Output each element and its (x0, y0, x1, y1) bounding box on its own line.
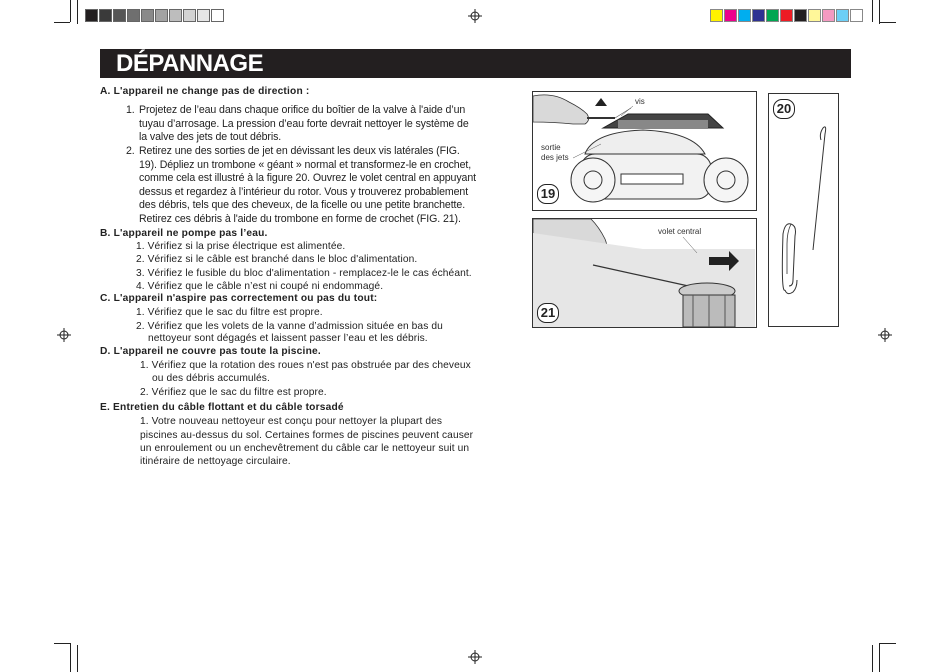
section-e-heading: E. Entretien du câble flottant et du câble torsadé (100, 402, 344, 413)
color-swatch (794, 9, 807, 22)
color-swatch (836, 9, 849, 22)
paperclip-hook-illustration (769, 94, 838, 326)
color-swatch (710, 9, 723, 22)
section-c-heading: C. L'appareil n'aspire pas correctement ou pas du tout: (100, 293, 378, 304)
section-a-heading: A. L'appareil ne change pas de direction : (100, 86, 310, 97)
gray-swatch (99, 9, 112, 22)
color-swatch (808, 9, 821, 22)
central-flap-illustration (533, 219, 756, 327)
item-number: 2. (126, 145, 135, 157)
gray-swatch (155, 9, 168, 22)
color-swatch (752, 9, 765, 22)
figure-21 (532, 218, 757, 328)
gray-swatch (197, 9, 210, 22)
title-bar (100, 49, 851, 78)
list-item: 2. Vérifiez que les volets de la vanne d’admission située en bas du (136, 320, 443, 332)
figure-20 (768, 93, 839, 327)
text-line: itinéraire de nettoyage circulaire. (140, 456, 291, 467)
text-line: tuyau d’arrosage. La pression d’eau forte devrait nettoyer le système de (139, 117, 469, 130)
gray-swatch (169, 9, 182, 22)
label-sortie: sortie (541, 143, 561, 152)
figure-number-badge: 21 (537, 303, 559, 323)
page-title: DÉPANNAGE (116, 50, 264, 77)
registration-mark-icon (57, 328, 71, 342)
color-swatch (738, 9, 751, 22)
list-item: 1. Vérifiez si la prise électrique est alimentée. (136, 241, 346, 252)
label-volet-central: volet central (658, 227, 702, 236)
text-line: Projetez de l’eau dans chaque orifice du boîtier de la valve à l'aide d’un (139, 104, 466, 116)
registration-mark-icon (878, 328, 892, 342)
gray-swatch (211, 9, 224, 22)
section-d-heading: D. L'appareil ne couvre pas toute la piscine. (100, 346, 321, 357)
text-line: 1. Votre nouveau nettoyeur est conçu pour nettoyer la plupart des (140, 416, 443, 427)
list-item: 2. Vérifiez que le sac du filtre est propre. (140, 386, 327, 398)
text-line: dessus et regardez à l’intérieur du rotor. Vous y trouverez probablement (139, 185, 469, 198)
list-item: 1. Vérifiez que le sac du filtre est propre. (136, 307, 323, 318)
text-line: Retirez ces débris à l'aide du trombone en forme de crochet (FIG. 21). (139, 212, 461, 225)
gray-swatch (85, 9, 98, 22)
color-swatch (766, 9, 779, 22)
color-swatch (822, 9, 835, 22)
gray-swatch (183, 9, 196, 22)
text-line: piscines au-dessus du sol. Certaines formes de piscines peuvent causer (140, 429, 474, 441)
figure-number-badge: 20 (773, 99, 795, 119)
list-item: 3. Vérifiez le fusible du bloc d'alimentation - remplacez-le le cas échéant. (136, 267, 472, 279)
gray-swatch (127, 9, 140, 22)
color-swatch (724, 9, 737, 22)
color-swatch (850, 9, 863, 22)
item-number: 1. (126, 104, 135, 116)
text-line: comme cela est illustré à la figure 20. Ouvrez le volet central en appuyant (139, 172, 476, 184)
color-swatch (780, 9, 793, 22)
text-line: Retirez une des sorties de jet en dévissant les deux vis latérales (FIG. (139, 145, 460, 157)
text-line: 19). Dépliez un trombone « géant » normal et transformez-le en crochet, (139, 158, 472, 171)
registration-mark-icon (468, 650, 482, 664)
text-line: un enroulement ou un enchevêtrement du câble car le nettoyeur suit un (140, 443, 470, 454)
list-item: 1. Vérifiez que la rotation des roues n'est pas obstruée par des cheveux (140, 360, 471, 371)
list-item: 4. Vérifiez que le câble n’est ni coupé ni endommagé. (136, 281, 384, 292)
gray-swatch (113, 9, 126, 22)
list-item-continuation: ou des débris accumulés. (152, 373, 270, 384)
label-vis: vis (635, 97, 645, 106)
text-line: la valve des jets de tout débris. (139, 131, 282, 143)
registration-mark-icon (468, 9, 482, 23)
figure-number-badge: 19 (537, 184, 559, 204)
figure-19 (532, 91, 757, 211)
label-des-jets: des jets (541, 153, 569, 162)
gray-swatch (141, 9, 154, 22)
text-line: des débris, tels que des cheveux, de la ficelle ou une petite branchette. (139, 199, 466, 211)
list-item-continuation: nettoyeur sont dégagés et laissent passer l’eau et les débris. (148, 333, 428, 344)
section-b-heading: B. L'appareil ne pompe pas l’eau. (100, 228, 268, 239)
list-item: 2. Vérifiez si le câble est branché dans le bloc d'alimentation. (136, 254, 418, 265)
cleaner-jet-outlet-illustration (533, 92, 756, 210)
